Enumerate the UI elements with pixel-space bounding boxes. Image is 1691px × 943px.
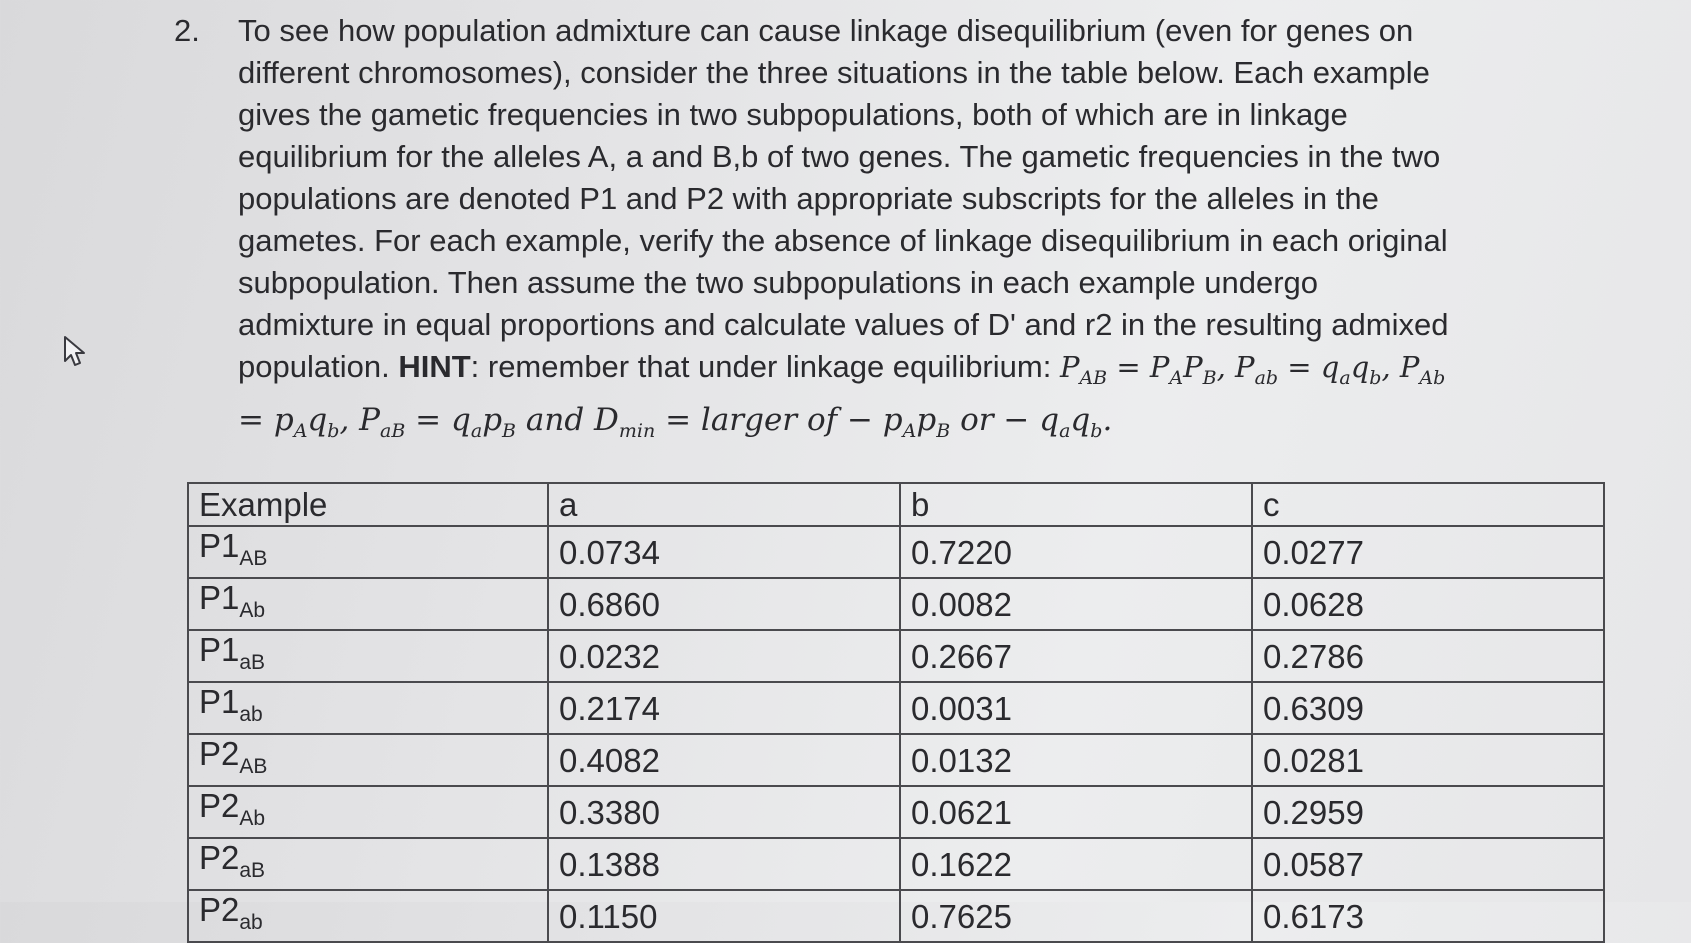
cell-a: 0.6860	[548, 578, 900, 630]
row-label: $P2_{Ab}$	[188, 786, 548, 838]
cell-c: 0.0587	[1252, 838, 1604, 890]
cell-c: 0.6173	[1252, 890, 1604, 942]
header-a: a	[548, 483, 900, 526]
problem-line: gives the gametic frequencies in two subpopulations, both of which are in linkage	[238, 97, 1348, 132]
problem-line: different chromosomes), consider the three situations in the table below. Each example	[238, 55, 1430, 90]
header-b: b	[900, 483, 1252, 526]
problem-line: To see how population admixture can cause linkage disequilibrium (even for genes on	[238, 13, 1414, 48]
cell-a: 0.4082	[548, 734, 900, 786]
header-c: c	[1252, 483, 1604, 526]
formula-equilibrium-2: = $p_Aq_b$, $P_{aB} = q_ap_B$ and $D_{min}$ = larger of − $p_Ap_B$ or − $q_aq_b$.	[238, 401, 1113, 442]
header-example: Example	[188, 483, 548, 526]
formula-equilibrium-1: $P_{AB} = P_AP_B$, $P_{ab} = q_aq_b$, $P_{Ab}$	[1059, 350, 1446, 389]
table-row	[188, 526, 1604, 578]
hint-prefix: population.	[238, 349, 399, 384]
problem-number: 2.	[174, 13, 200, 48]
problem-line: subpopulation. Then assume the two subpopulations in each example undergo	[238, 265, 1319, 300]
cell-b: 0.0031	[900, 682, 1252, 734]
cell-a: 0.1388	[548, 838, 900, 890]
gametic-frequency-table	[187, 482, 1605, 943]
table-header-row	[188, 483, 1604, 526]
cell-a: 0.3380	[548, 786, 900, 838]
cell-b: 0.2667	[900, 630, 1252, 682]
problem-line: populations are denoted P1 and P2 with appropriate subscripts for the alleles in the	[238, 181, 1379, 216]
cell-a: 0.2174	[548, 682, 900, 734]
cell-b: 0.0082	[900, 578, 1252, 630]
hint-line	[238, 346, 1618, 399]
hint-text: : remember that under linkage equilibrium:	[470, 349, 1060, 384]
table-row	[188, 890, 1604, 942]
mouse-pointer-icon	[62, 334, 92, 375]
hint-label: HINT	[398, 349, 471, 384]
row-label: $P2_{AB}$	[188, 734, 548, 786]
cell-c: 0.0277	[1252, 526, 1604, 578]
problem-line: admixture in equal proportions and calculate values of D' and r2 in the resulting admixed	[238, 307, 1449, 342]
table-row	[188, 630, 1604, 682]
table-row	[188, 734, 1604, 786]
cell-b: 0.0621	[900, 786, 1252, 838]
row-label: $P1_{aB}$	[188, 630, 548, 682]
cell-c: 0.2959	[1252, 786, 1604, 838]
cell-a: 0.0232	[548, 630, 900, 682]
cell-a: 0.1150	[548, 890, 900, 942]
row-label: $P2_{ab}$	[188, 890, 548, 942]
table-row	[188, 786, 1604, 838]
cell-c: 0.6309	[1252, 682, 1604, 734]
cell-c: 0.0281	[1252, 734, 1604, 786]
table-row	[188, 578, 1604, 630]
cell-c: 0.2786	[1252, 630, 1604, 682]
gametic-frequency-table-wrapper	[187, 482, 1605, 943]
row-label: $P1_{Ab}$	[188, 578, 548, 630]
row-label: $P1_{ab}$	[188, 682, 548, 734]
row-label: $P2_{aB}$	[188, 838, 548, 890]
problem-line: equilibrium for the alleles A, a and B,b of two genes. The gametic frequencies in the two	[238, 139, 1441, 174]
cell-a: 0.0734	[548, 526, 900, 578]
cell-b: 0.0132	[900, 734, 1252, 786]
problem-text	[238, 10, 1618, 452]
table-row	[188, 838, 1604, 890]
cell-b: 0.1622	[900, 838, 1252, 890]
cell-c: 0.0628	[1252, 578, 1604, 630]
cell-b: 0.7625	[900, 890, 1252, 942]
problem-line: gametes. For each example, verify the absence of linkage disequilibrium in each original	[238, 223, 1448, 258]
table-row	[188, 682, 1604, 734]
row-label: $P1_{AB}$	[188, 526, 548, 578]
cell-b: 0.7220	[900, 526, 1252, 578]
